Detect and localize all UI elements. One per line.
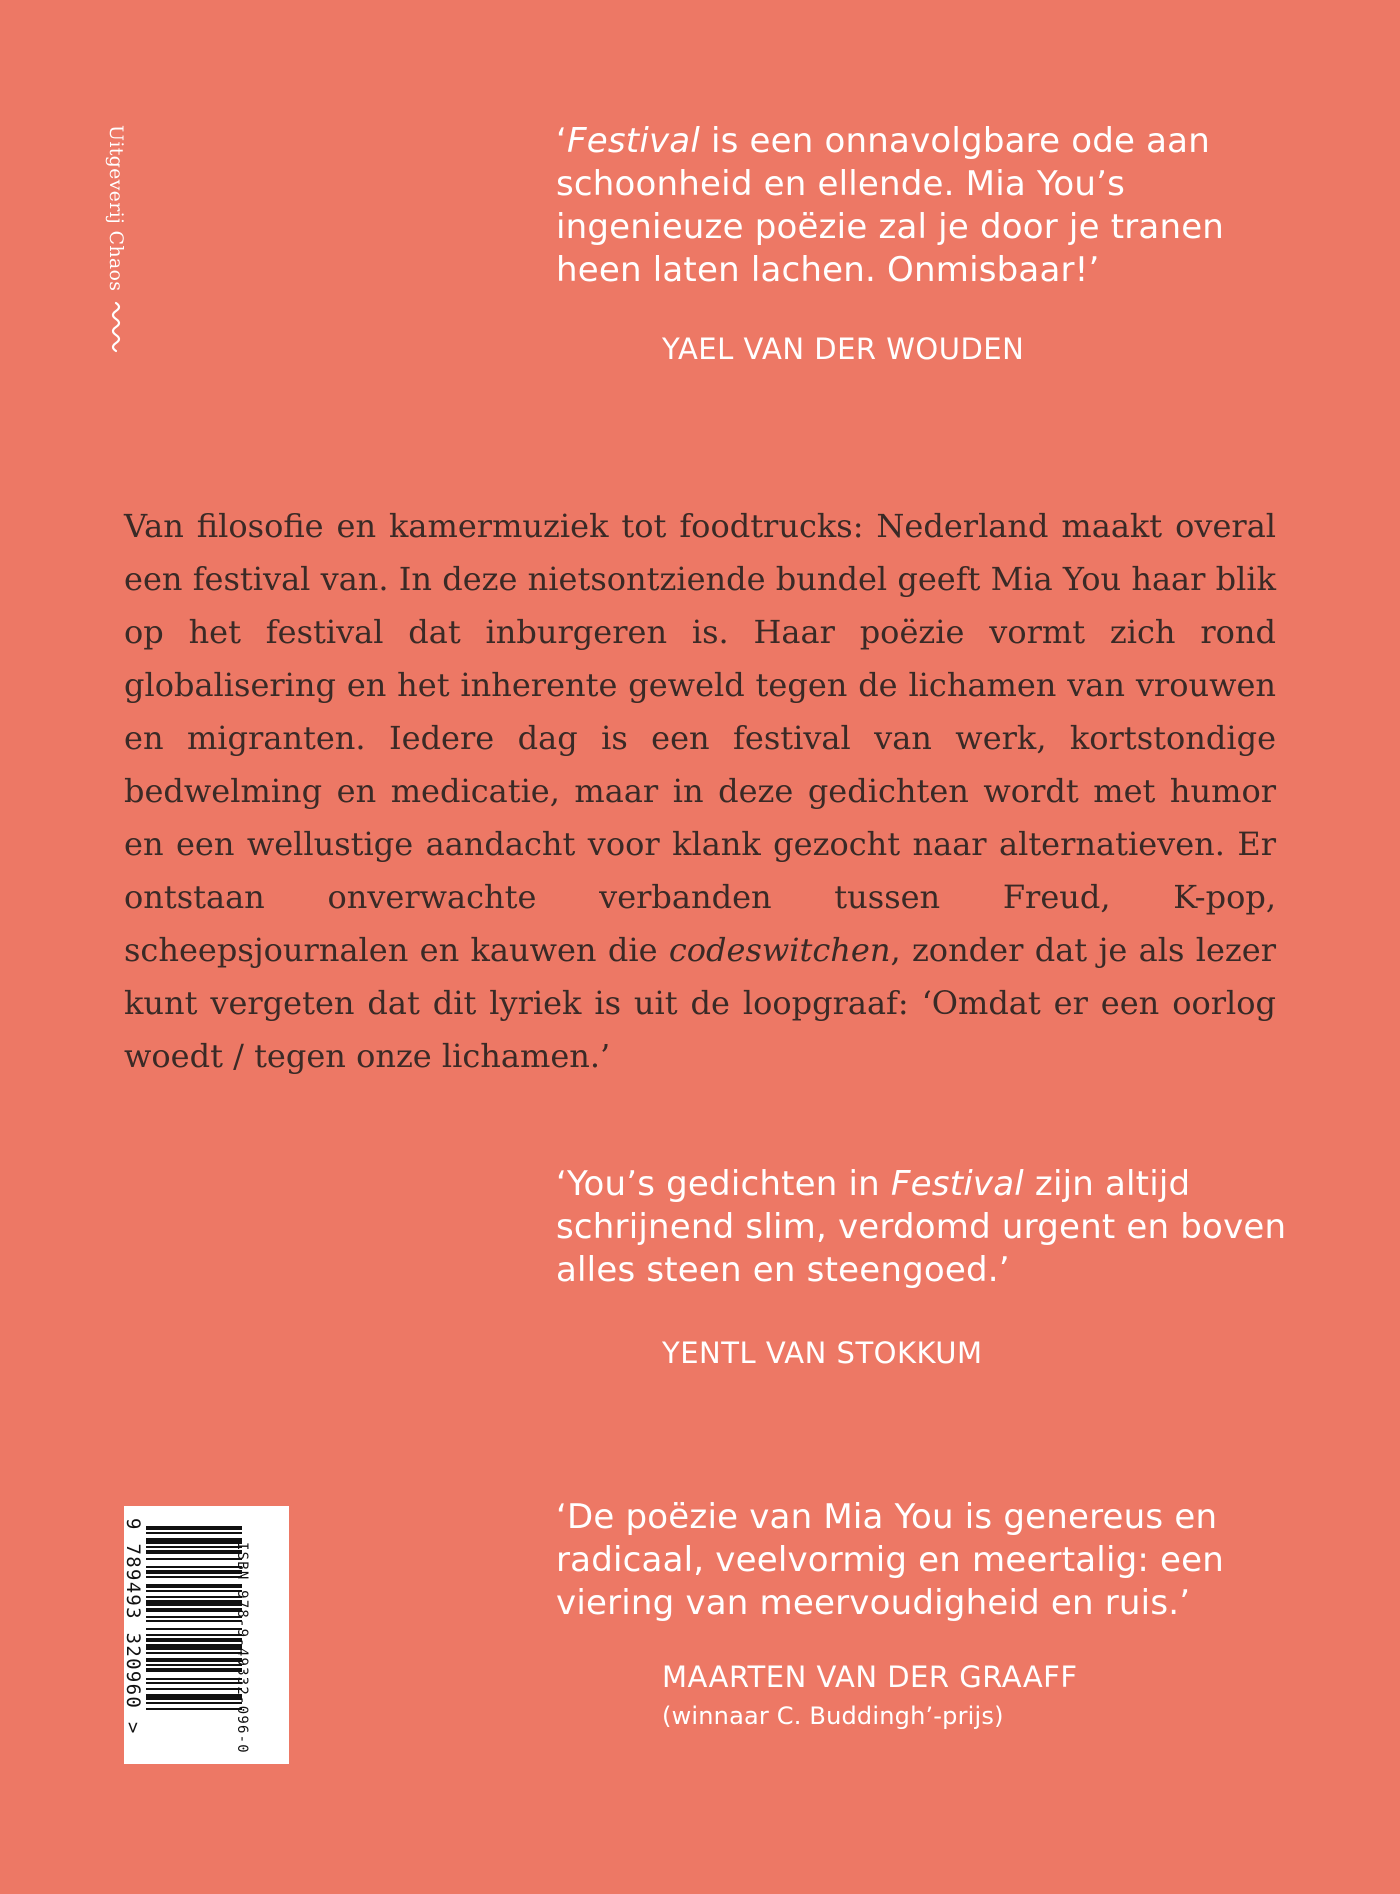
blurb-text: Van filosofie en kamermuziek tot foodtrucks: Nederland maakt overal een festival van. In deze nietsontziende bundel geeft Mia You haar blik op het festival dat inburgeren is. Haar poëzie vormt zich rond globalisering en het inherente geweld tegen de lichamen van vrouwen en migranten. Iedere dag is een festival van werk, kortstondige bedwelming en medicatie, maar in deze gedichten wordt met humor en een wellustige aandacht voor klank gezocht naar alternatieven. Er ontstaan onverwachte verbanden tussen Freud, K-pop, scheepsjournalen en kauwen die codeswitchen, zonder dat je als lezer kunt vergeten dat dit lyriek is uit de loopgraaf: ‘Omdat er een oorlog woedt / tegen onze lichamen.’ bbox=[124, 507, 1277, 1075]
quote-author: YENTL VAN STOKKUM bbox=[662, 1336, 983, 1370]
wave-icon bbox=[109, 301, 123, 353]
barcode-bar bbox=[146, 1526, 242, 1530]
publisher-imprint bbox=[96, 125, 136, 425]
isbn-barcode bbox=[124, 1506, 289, 1764]
isbn-label: ISBN 978-9-49332-096-0 bbox=[234, 1542, 250, 1754]
quote-author: YAEL VAN DER WOUDEN bbox=[662, 332, 1025, 366]
book-blurb bbox=[124, 500, 1276, 1083]
quote-author: MAARTEN VAN DER GRAAFF bbox=[662, 1660, 1078, 1694]
quote-text: ‘Festival is een onnavolgbare ode aan schoonheid en ellende. Mia You’s ingenieuze poëzie zal je door je tranen heen laten lachen. Onmisbaar!’ bbox=[556, 121, 1225, 290]
book-title: Festival bbox=[890, 1164, 1024, 1204]
barcode-digits: 9 789493 320960 > bbox=[122, 1518, 144, 1735]
quote-text: ‘You’s gedichten in Festival zijn altijd schrijnend slim, verdomd urgent en boven alles steen en steengoed.’ bbox=[556, 1164, 1287, 1290]
blurb-italic: codeswitchen bbox=[668, 931, 891, 969]
book-title: Festival bbox=[567, 121, 700, 161]
quote-3 bbox=[556, 1496, 1316, 1735]
quote-text: ‘De poëzie van Mia You is genereus en radicaal, veelvormig en meertalig: een viering van meervoudigheid en ruis.’ bbox=[556, 1497, 1225, 1623]
quote-2 bbox=[556, 1163, 1316, 1375]
quote-1 bbox=[556, 120, 1316, 371]
barcode-bar bbox=[146, 1532, 242, 1534]
publisher-name: Uitgeverij Chaos bbox=[105, 125, 127, 292]
author-note: (winnaar C. Buddingh’-prijs) bbox=[662, 1702, 1004, 1730]
